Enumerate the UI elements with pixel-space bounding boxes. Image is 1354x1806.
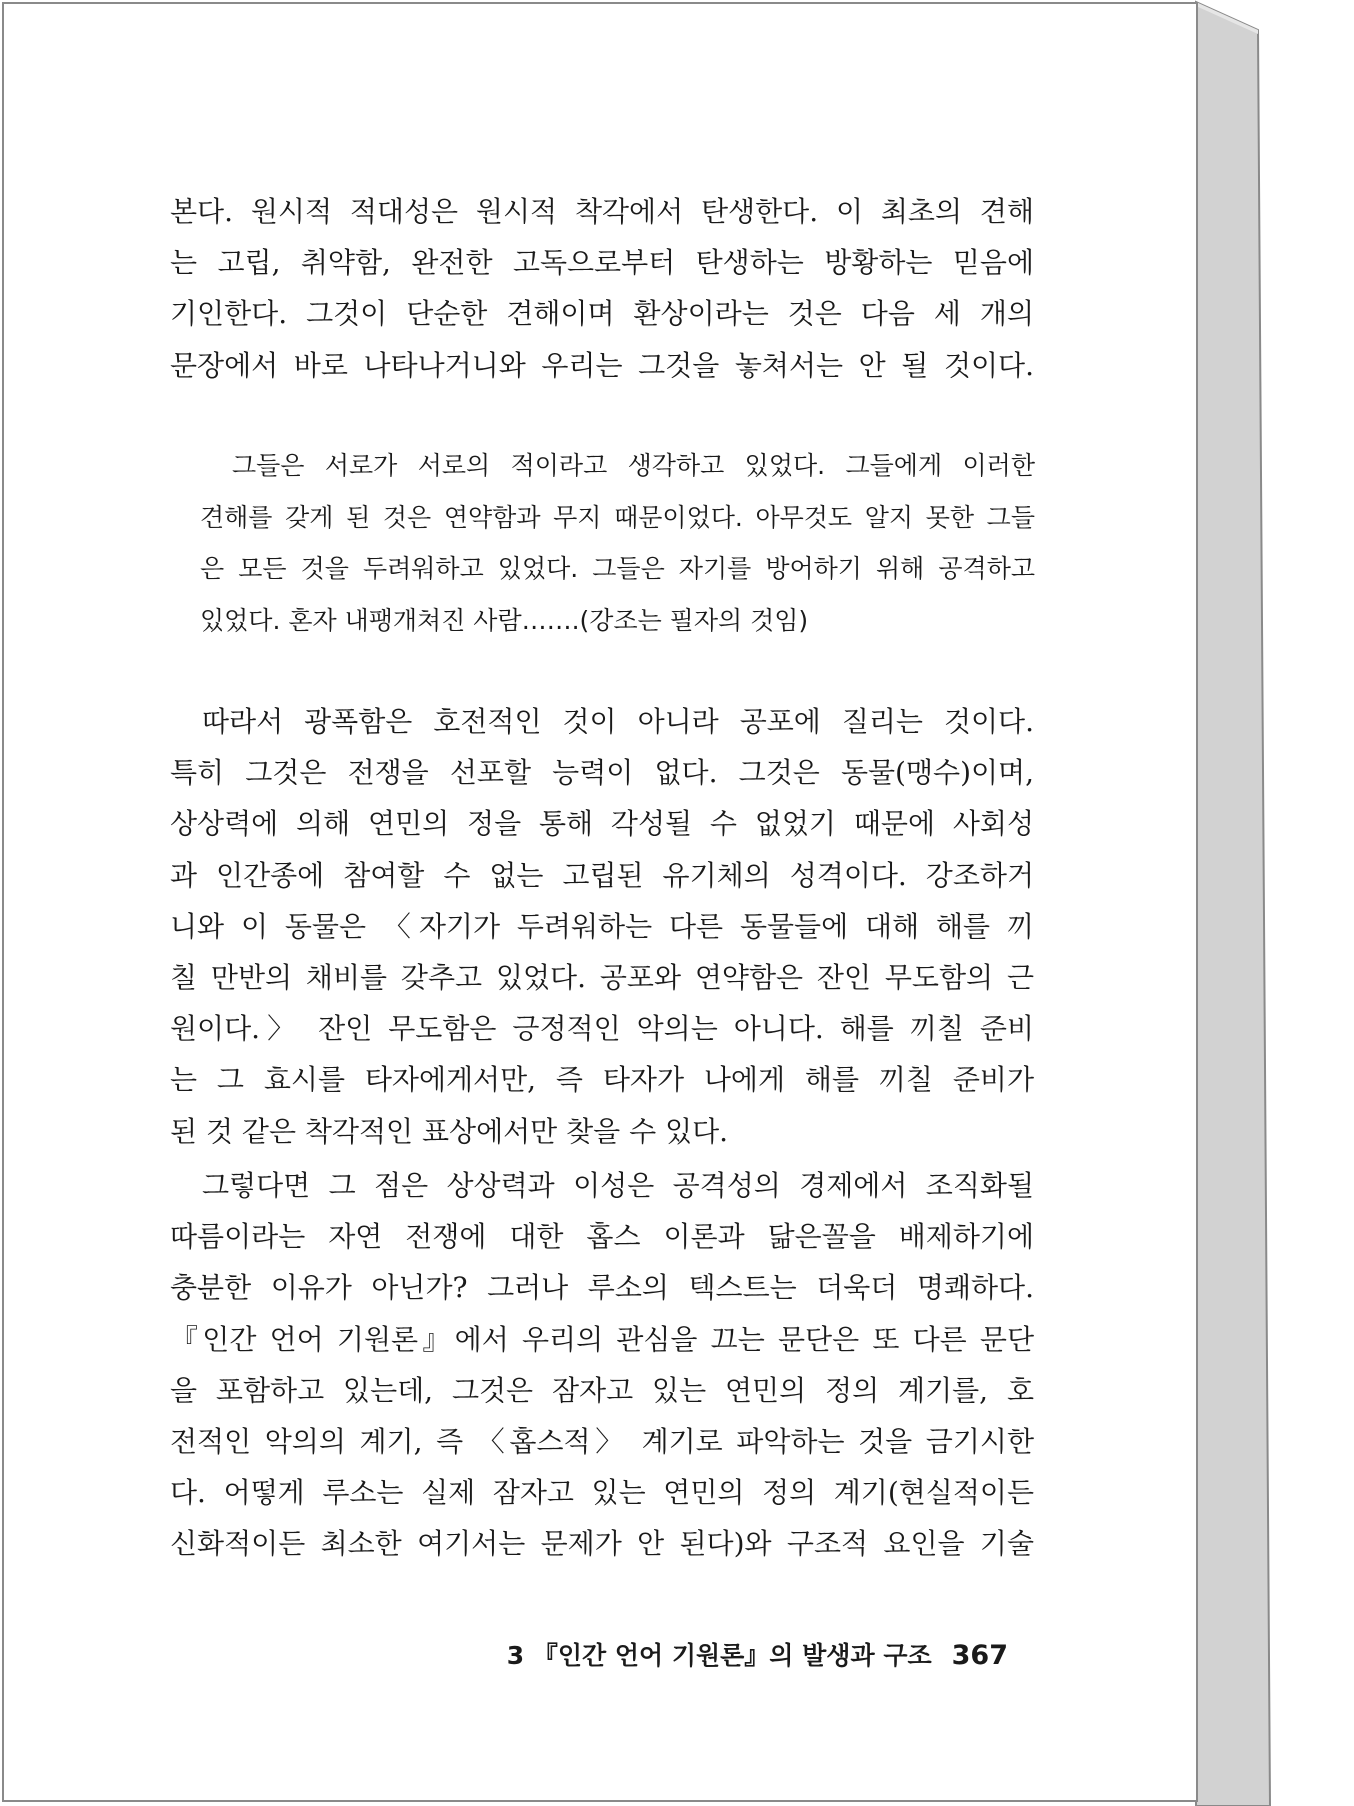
text-line: 을 포함하고 있는데, 그것은 잠자고 있는 연민의 정의 계기를, 호	[170, 1373, 1034, 1407]
running-head: 3 『인간 언어 기원론』의 발생과 구조	[506, 1641, 932, 1670]
quote-line: 견해를 갖게 된 것은 연약함과 무지 때문이었다. 아무것도 알지 못한 그들	[200, 502, 1035, 532]
text-line: 상상력에 의해 연민의 정을 통해 각성될 수 없었기 때문에 사회성	[170, 807, 1034, 841]
paragraph-1	[170, 186, 1034, 391]
text-line: 특히 그것은 전쟁을 선포할 능력이 없다. 그것은 동물(맹수)이며,	[170, 756, 1034, 790]
text-line: 문장에서 바로 나타나거니와 우리는 그것을 놓쳐서는 안 될 것이다.	[170, 348, 1034, 382]
paragraph-2	[170, 696, 1034, 1157]
text-line: 니와 이 동물은 〈자기가 두려워하는 다른 동물들에 대해 해를 끼	[170, 909, 1034, 943]
text-line: 본다. 원시적 적대성은 원시적 착각에서 탄생한다. 이 최초의 견해	[170, 195, 1034, 228]
text-line: 다. 어떻게 루소는 실제 잠자고 있는 연민의 정의 계기(현실적이든	[170, 1476, 1034, 1510]
text-line: 전적인 악의의 계기, 즉 〈홉스적〉 계기로 파악하는 것을 금기시한	[170, 1425, 1034, 1459]
text-line: 원이다.〉 잔인 무도함은 긍정적인 악의는 아니다. 해를 끼칠 준비	[170, 1012, 1034, 1046]
text-line: 기인한다. 그것이 단순한 견해이며 환상이라는 것은 다음 세 개의	[170, 297, 1034, 331]
text-line: 그렇다면 그 점은 상상력과 이성은 공격성의 경제에서 조직화될	[202, 1169, 1034, 1202]
paragraph-3	[170, 1160, 1034, 1570]
text-line: 충분한 이유가 아닌가? 그러나 루소의 텍스트는 더욱더 명쾌하다.	[170, 1271, 1034, 1305]
text-line: 는 고립, 취약함, 완전한 고독으로부터 탄생하는 방황하는 믿음에	[170, 246, 1034, 280]
quote-line: 그들은 서로가 서로의 적이라고 생각하고 있었다. 그들에게 이러한	[232, 451, 1035, 480]
text-line: 따름이라는 자연 전쟁에 대한 홉스 이론과 닮은꼴을 배제하기에	[170, 1220, 1034, 1254]
quote-line: 은 모든 것을 두려워하고 있었다. 그들은 자기를 방어하기 위해 공격하고	[200, 554, 1035, 583]
page-footer	[500, 1636, 1008, 1672]
block-quote	[200, 440, 1035, 646]
page-number: 367	[951, 1640, 1008, 1671]
text-line: 칠 만반의 채비를 갖추고 있었다. 공포와 연약함은 잔인 무도함의 근	[170, 961, 1034, 995]
text-line: 는 그 효시를 타자에게서만, 즉 타자가 나에게 해를 끼칠 준비가	[170, 1063, 1034, 1097]
text-line: 신화적이든 최소한 여기서는 문제가 안 된다)와 구조적 요인을 기술	[170, 1527, 1034, 1561]
text-line: 따라서 광폭함은 호전적인 것이 아니라 공포에 질리는 것이다.	[202, 705, 1034, 738]
text-line: 『인간 언어 기원론』에서 우리의 관심을 끄는 문단은 또 다른 문단	[170, 1322, 1034, 1356]
quote-line: 있었다. 혼자 내팽개쳐진 사람…….(강조는 필자의 것임)	[200, 605, 809, 635]
text-line: 된 것 같은 착각적인 표상에서만 찾을 수 있다.	[170, 1114, 729, 1148]
text-line: 과 인간종에 참여할 수 없는 고립된 유기체의 성격이다. 강조하거	[170, 858, 1034, 892]
